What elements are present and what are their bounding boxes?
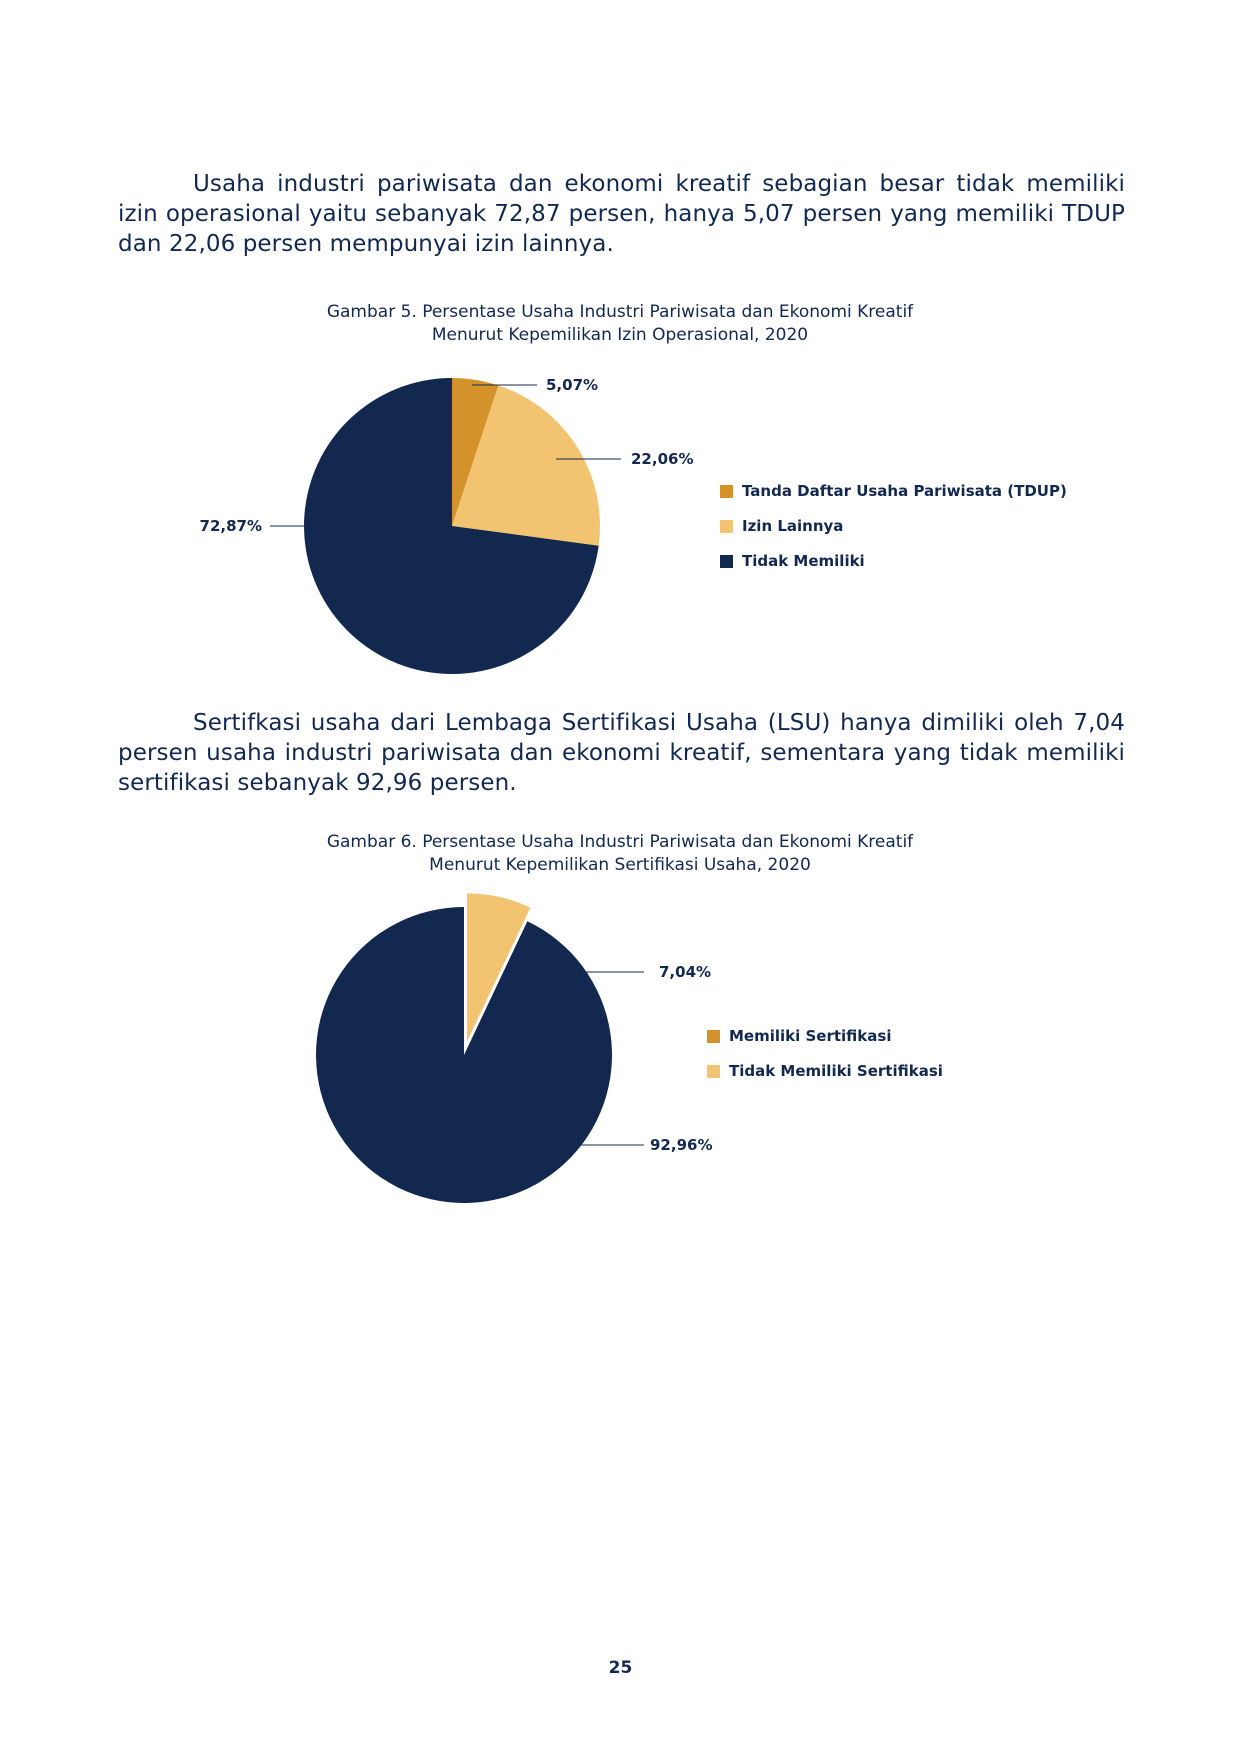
figure-6-caption-line2: Menurut Kepemilikan Sertifikasi Usaha, 2020 (429, 855, 811, 875)
figure-5-caption-line1: Gambar 5. Persentase Usaha Industri Pariwisata dan Ekonomi Kreatif (326, 302, 914, 322)
legend-item-tidak-memiliki-sertifikasi (707, 1062, 943, 1097)
figure-5-caption-line2: Menurut Kepemilikan Izin Operasional, 2020 (431, 325, 809, 345)
legend-sertifikasi-usaha (707, 1027, 943, 1097)
legend-swatch (707, 1065, 720, 1078)
data-label-izin-lainnya: 22,06% (631, 450, 694, 468)
legend-swatch (707, 1030, 720, 1043)
page-number: 25 (608, 1658, 633, 1678)
pie-slice-tidak-memiliki-sertifikasi (316, 907, 612, 1203)
legend-item-memiliki-sertifikasi (707, 1027, 943, 1062)
legend-label: Izin Lainnya (742, 517, 844, 535)
legend-label: Tidak Memiliki Sertifikasi (729, 1062, 943, 1080)
figure-6-caption-line1: Gambar 6. Persentase Usaha Industri Pariwisata dan Ekonomi Kreatif (326, 832, 914, 852)
data-label-tidak-memiliki: 72,87% (199, 517, 262, 535)
data-label-tidak-memiliki-sertifikasi: 92,96% (650, 1136, 713, 1154)
data-label-memiliki-sertifikasi: 7,04% (659, 963, 712, 981)
legend-label: Tanda Daftar Usaha Pariwisata (TDUP) (742, 482, 1067, 500)
paragraph-sertifikasi-text: Sertifkasi usaha dari Lembaga Sertifikasi Usaha (LSU) hanya dimiliki oleh 7,04 persen usaha industri pariwisata dan ekonomi kreatif, sementara yang tidak memiliki sertifikasi sebanyak 92,96 persen. (118, 710, 1125, 796)
legend-label: Memiliki Sertifikasi (729, 1027, 892, 1045)
paragraph-izin-text: Usaha industri pariwisata dan ekonomi kreatif sebagian besar tidak memiliki izin operasional yaitu sebanyak 72,87 persen, hanya 5,07 persen yang memiliki TDUP dan 22,06 persen mempunyai izin lainnya. (118, 171, 1125, 257)
legend-label: Tidak Memiliki (742, 552, 865, 570)
data-label-tanda-daftar-usaha-pariwisata-tdup: 5,07% (546, 376, 599, 394)
